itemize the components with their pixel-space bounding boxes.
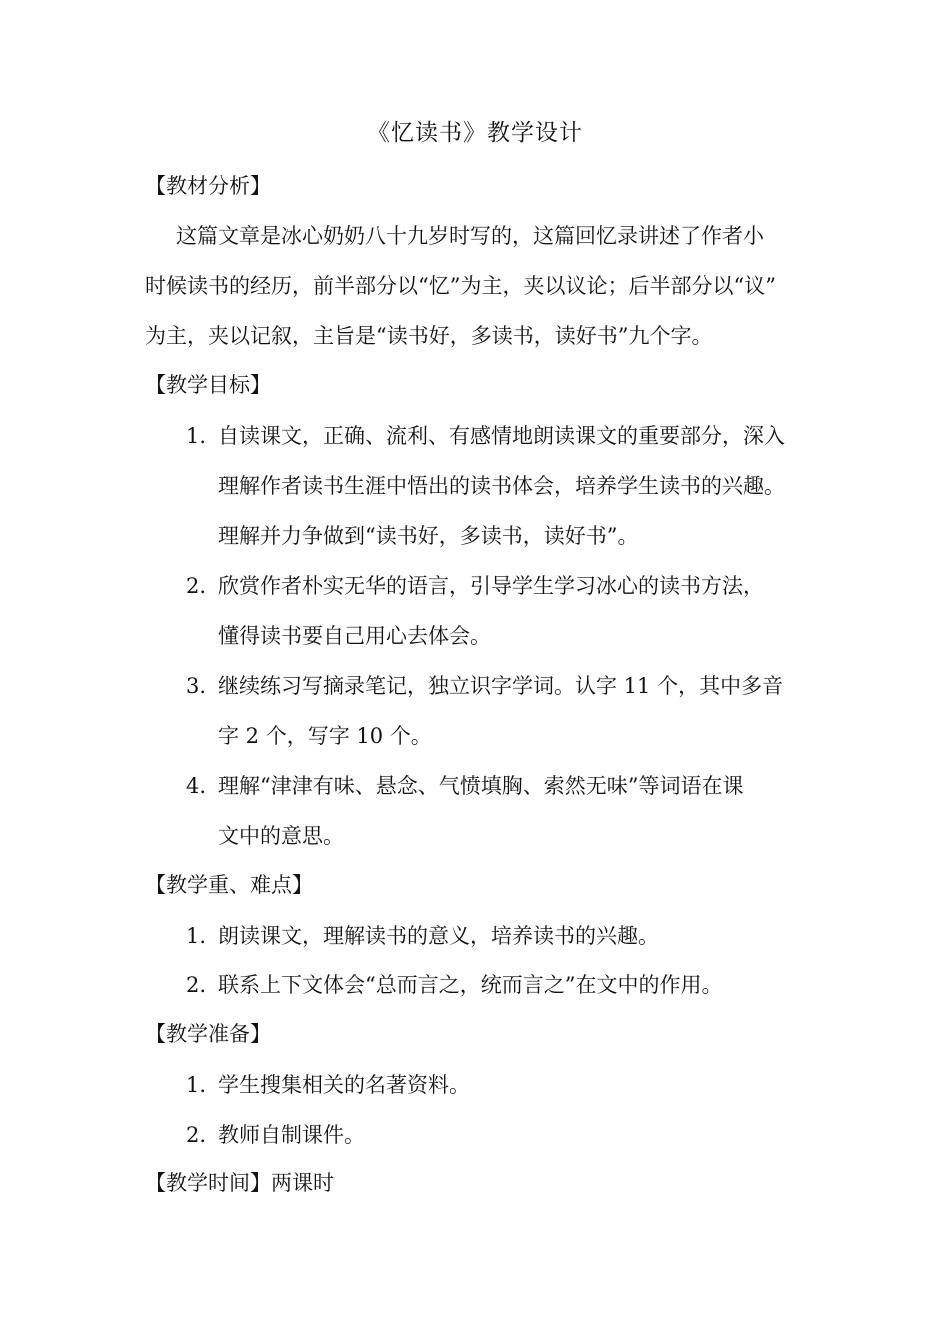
goal-item-number: 3. <box>186 674 207 698</box>
goal-item-3-line-2: 字 2 个，写字 10 个。 <box>218 724 432 748</box>
key-point-text: 联系上下文体会“总而言之，统而言之”在文中的作用。 <box>218 973 723 997</box>
goal-item-1 <box>186 421 785 451</box>
key-point-text: 朗读课文，理解读书的意义，培养读书的兴趣。 <box>218 924 659 948</box>
goal-item-2-line-2: 懂得读书要自己用心去体会。 <box>218 624 491 648</box>
goal-item-3 <box>186 671 783 701</box>
preparation-number: 2. <box>186 1123 207 1147</box>
time-heading-label: 【教学时间】 <box>145 1171 271 1195</box>
section-heading-goals: 【教学目标】 <box>145 373 271 397</box>
goal-item-text: 继续练习写摘录笔记，独立识字学词。认字 11 个，其中多音 <box>218 674 784 698</box>
preparation-item-2 <box>186 1120 365 1150</box>
goal-item-1-line-3: 理解并力争做到“读书好，多读书，读好书”。 <box>218 524 639 548</box>
goal-item-text: 欣赏作者朴实无华的语言，引导学生学习冰心的读书方法， <box>218 574 764 598</box>
key-point-number: 2. <box>186 973 207 997</box>
preparation-number: 1. <box>186 1073 207 1097</box>
analysis-paragraph-line-3: 为主，夹以记叙，主旨是“读书好，多读书，读好书”九个字。 <box>145 324 713 348</box>
section-heading-key-points: 【教学重、难点】 <box>145 873 313 897</box>
time-value: 两课时 <box>271 1171 334 1195</box>
preparation-text: 学生搜集相关的名著资料。 <box>218 1073 470 1097</box>
goal-item-number: 1. <box>186 424 207 448</box>
goal-item-number: 4. <box>186 774 207 798</box>
goal-item-text: 自读课文，正确、流利、有感情地朗读课文的重要部分，深入 <box>218 424 785 448</box>
analysis-paragraph-line-1: 这篇文章是冰心奶奶八十九岁时写的，这篇回忆录讲述了作者小 <box>176 224 764 248</box>
section-heading-time <box>145 1168 334 1198</box>
goal-item-text: 理解“津津有味、悬念、气愤填胸、索然无味”等词语在课 <box>218 774 744 798</box>
goal-item-2 <box>186 571 764 601</box>
analysis-paragraph-line-2: 时候读书的经历，前半部分以“忆”为主，夹以议论；后半部分以“议” <box>145 274 776 298</box>
document-title: 《忆读书》教学设计 <box>367 120 583 146</box>
goal-item-4 <box>186 771 743 801</box>
key-point-item-1 <box>186 921 659 951</box>
preparation-text: 教师自制课件。 <box>218 1123 365 1147</box>
goal-item-4-line-2: 文中的意思。 <box>218 824 344 848</box>
section-heading-preparation: 【教学准备】 <box>145 1022 271 1046</box>
key-point-number: 1. <box>186 924 207 948</box>
preparation-item-1 <box>186 1070 470 1100</box>
key-point-item-2 <box>186 970 722 1000</box>
goal-item-1-line-2: 理解作者读书生涯中悟出的读书体会，培养学生读书的兴趣。 <box>218 474 785 498</box>
goal-item-number: 2. <box>186 574 207 598</box>
section-heading-analysis: 【教材分析】 <box>145 174 271 198</box>
